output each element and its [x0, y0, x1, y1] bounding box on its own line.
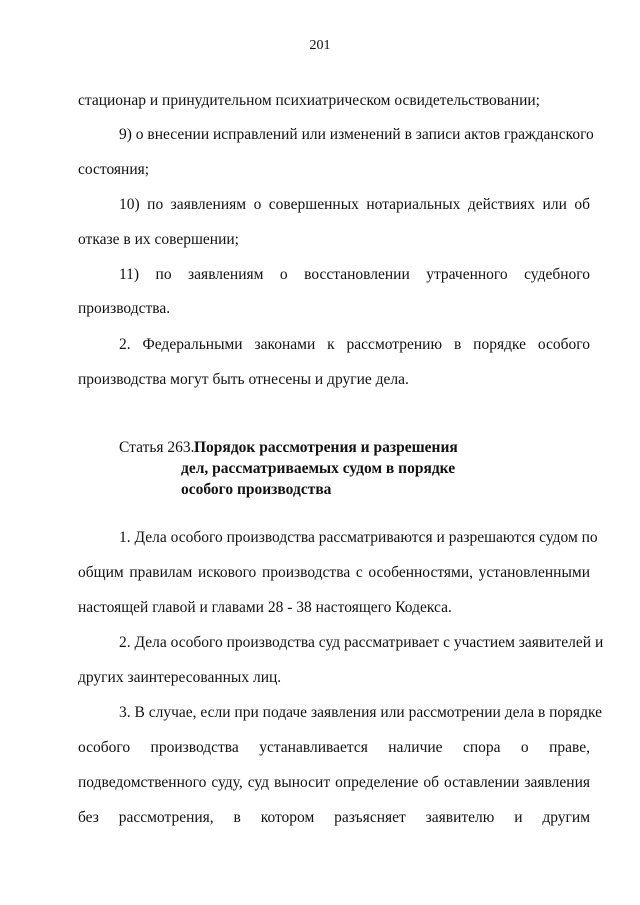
text-line: отказе в их совершении;: [78, 231, 239, 248]
text-line: общим правилам искового производства с особенностями, установленными: [78, 564, 590, 581]
text-line: подведомственного суду, суд выносит определение об оставлении заявления: [78, 774, 590, 791]
article-title-line: Порядок рассмотрения и разрешения: [194, 439, 458, 456]
article-title-line: особого производства: [181, 481, 332, 498]
text-line: 10) по заявлениям о совершенных нотариальных действиях или об: [119, 196, 590, 213]
text-line: состояния;: [78, 161, 150, 178]
text-line: производства.: [78, 300, 171, 317]
text-line: других заинтересованных лиц.: [78, 669, 282, 686]
article-label: Статья 263.: [119, 439, 195, 456]
article-title-line: дел, рассматриваемых судом в порядке: [181, 460, 456, 477]
page-number: 201: [309, 38, 331, 53]
text-line: производства могут быть отнесены и другие дела.: [78, 371, 409, 388]
text-line: 2. Дела особого производства суд рассматривает с участием заявителей и: [119, 634, 604, 651]
text-line: 3. В случае, если при подаче заявления или рассмотрении дела в порядке: [119, 704, 602, 721]
text-line: 1. Дела особого производства рассматриваются и разрешаются судом по: [119, 529, 598, 546]
text-line: особого производства устанавливается наличие спора о праве,: [78, 739, 590, 756]
text-line: 11) по заявлениям о восстановлении утраченного судебного: [119, 266, 590, 283]
text-line: настоящей главой и главами 28 - 38 настоящего Кодекса.: [78, 599, 452, 616]
text-line: без рассмотрения, в котором разъясняет заявителю и другим: [78, 809, 590, 826]
text-line: 2. Федеральными законами к рассмотрению в порядке особого: [119, 336, 590, 353]
text-line: 9) о внесении исправлений или изменений в записи актов гражданского: [119, 126, 594, 143]
text-line: стационар и принудительном психиатрическом освидетельствовании;: [78, 92, 540, 109]
